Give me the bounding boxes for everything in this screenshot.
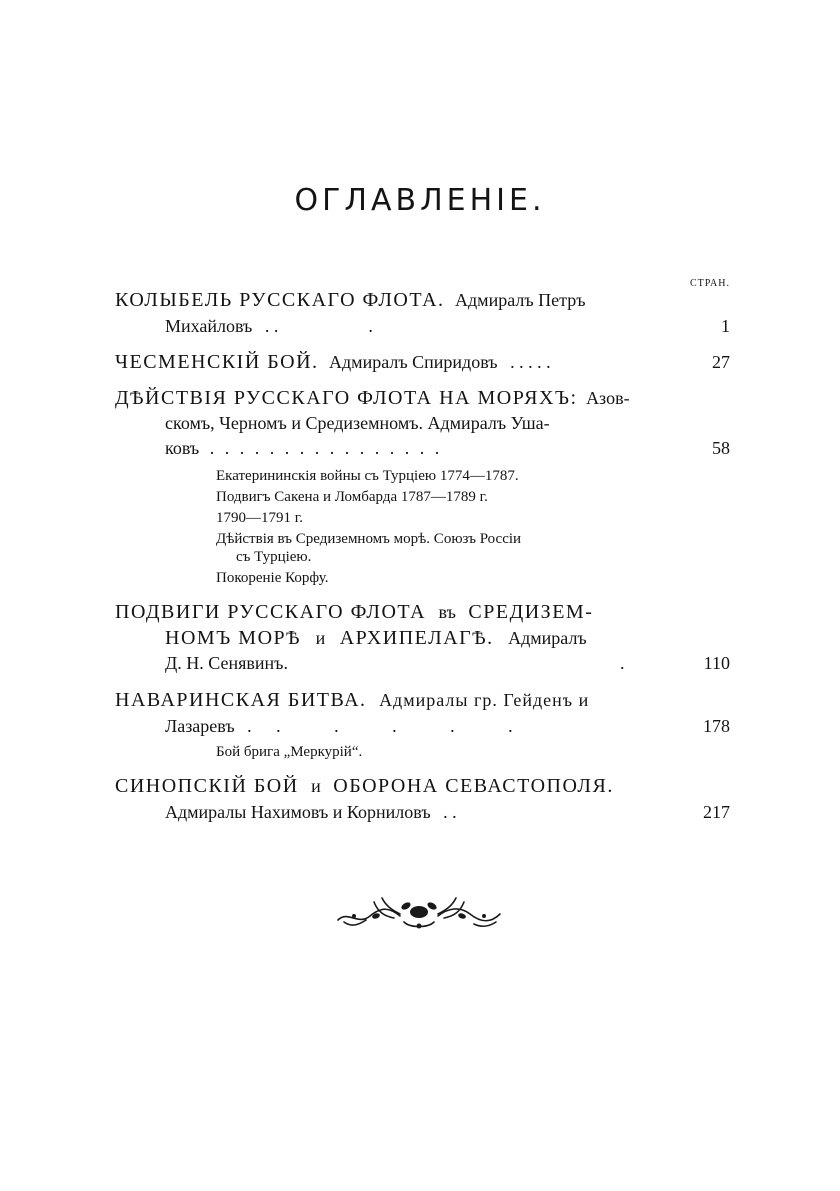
floral-ornament-icon xyxy=(334,892,504,934)
toc-entry-line xyxy=(165,626,587,650)
page-title: ОГЛАВЛЕНІЕ. xyxy=(294,183,546,218)
entry-text: Лазаревъ xyxy=(165,716,235,736)
entry-heading: СРЕДИЗЕМ- xyxy=(468,601,594,623)
toc-entry-line xyxy=(165,411,550,435)
entry-heading: НАВАРИНСКАЯ БИТВА. xyxy=(115,689,367,711)
toc-subentry: съ Турціею. xyxy=(236,549,312,565)
entry-heading: ЧЕСМЕНСКІЙ БОЙ. xyxy=(115,351,319,373)
entry-text: Адмиралъ Петръ xyxy=(455,290,586,310)
entry-text: Михайловъ xyxy=(165,316,253,336)
entry-page-number: 178 xyxy=(703,716,730,736)
entry-text: и xyxy=(311,776,321,796)
toc-entry-line xyxy=(115,350,551,374)
dot-leader: . . xyxy=(443,802,457,822)
toc-subentry: 1790—1791 г. xyxy=(216,510,303,526)
entry-heading: ДѢЙСТВІЯ РУССКАГО ФЛОТА НА МОРЯХЪ: xyxy=(115,387,578,409)
entry-page-number: 110 xyxy=(703,653,730,673)
entry-page-number: 58 xyxy=(712,438,730,458)
toc-subentry: Бой брига „Меркурій“. xyxy=(216,744,363,760)
entry-page-number: 27 xyxy=(712,352,730,372)
toc-entry-line xyxy=(165,714,523,738)
toc-subentry: Подвигъ Сакена и Ломбарда 1787—1789 г. xyxy=(216,489,488,505)
entry-text: скомъ, Черномъ и Средиземномъ. Адмиралъ Уша- xyxy=(165,413,550,433)
entry-heading: КОЛЫБЕЛЬ РУССКАГО ФЛОТА. xyxy=(115,289,445,311)
toc-entry-line xyxy=(165,436,442,460)
toc-subentry: Покореніе Корфу. xyxy=(216,570,329,586)
entry-page-number: 1 xyxy=(721,316,730,336)
toc-subentry: Екатерининскія войны съ Турціею 1774—1787. xyxy=(216,468,519,484)
entry-text: ковъ xyxy=(165,438,200,458)
entry-text: Адмиралы гр. Гейденъ и xyxy=(379,690,590,710)
toc-entry-line xyxy=(165,651,288,675)
dot-leader: . . . . . . . . . . . . . . . . xyxy=(209,438,443,458)
toc-entry-line xyxy=(165,800,457,824)
toc-entry-line xyxy=(165,314,373,338)
entry-text: Адмиралъ xyxy=(508,628,587,648)
entry-text: Адмиралъ Спиридовъ xyxy=(329,352,498,372)
dot-leader: . . . . . xyxy=(510,352,551,372)
entry-heading: АРХИПЕЛАГѢ. xyxy=(339,627,494,649)
toc-entry-line xyxy=(115,688,589,712)
entry-heading: СИНОПСКІЙ БОЙ xyxy=(115,775,299,797)
toc-entry-line xyxy=(115,386,630,410)
toc-entry-line xyxy=(115,774,614,798)
entry-text: Адмиралы Нахимовъ и Корниловъ xyxy=(165,802,431,822)
dot-leader: . . . xyxy=(264,316,373,336)
toc-entry-line xyxy=(115,288,586,312)
entry-page-number: 217 xyxy=(703,802,730,822)
entry-text: въ xyxy=(438,602,456,622)
page-column-header: СТРАН. xyxy=(689,278,730,289)
entry-heading: НОМЪ МОРѢ xyxy=(165,627,302,649)
dot-leader: . xyxy=(620,653,625,673)
entry-text: Д. Н. Сенявинъ. xyxy=(165,653,288,673)
entry-text: Азов- xyxy=(586,388,630,408)
dot-leader: . . . . . . xyxy=(247,716,523,736)
entry-text: и xyxy=(315,628,326,648)
toc-entry-line xyxy=(115,600,593,624)
entry-heading: ПОДВИГИ РУССКАГО ФЛОТА xyxy=(115,601,427,623)
entry-heading: ОБОРОНА СЕВАСТОПОЛЯ. xyxy=(333,775,614,797)
toc-subentry: Дѣйствія въ Средиземномъ морѣ. Союзъ Россіи xyxy=(216,531,522,547)
